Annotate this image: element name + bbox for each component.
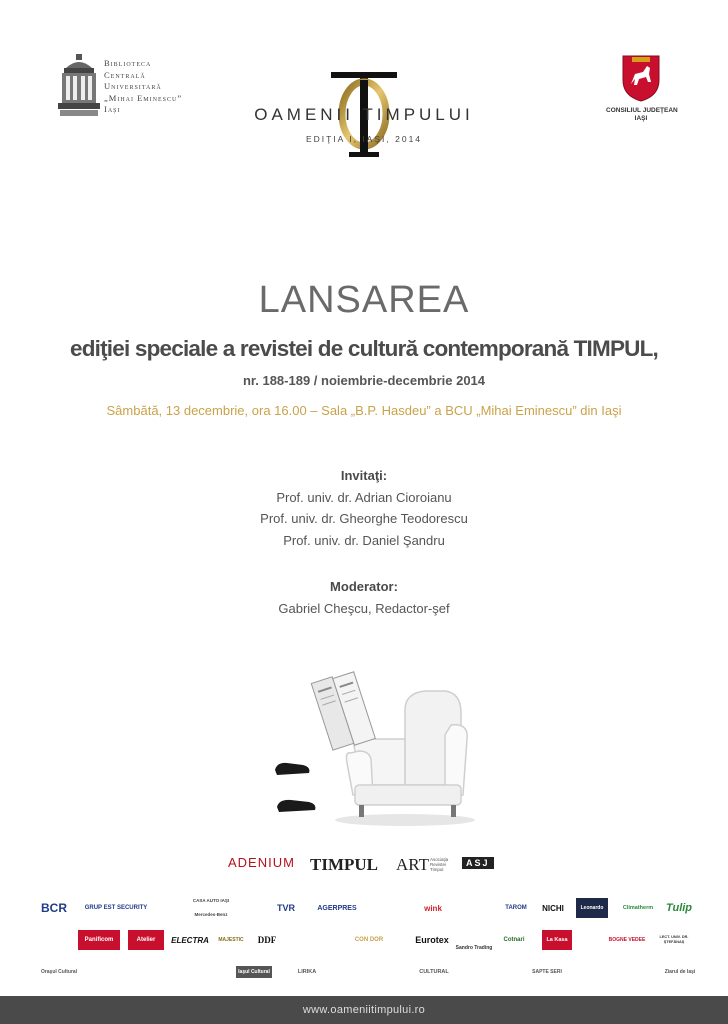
partner-logo-art-caption: Asociaţia Revistei Timpul bbox=[430, 857, 449, 872]
county-council-label: CONSILIUL JUDEŢEAN IAŞI bbox=[606, 107, 678, 122]
guests-heading: Invitaţi: bbox=[340, 468, 388, 483]
event-details: Sâmbătă, 13 decembrie, ora 16.00 – Sala „B.P. Hasdeu” a BCU „Mihai Eminescu” din Iaşi bbox=[106, 403, 622, 418]
moderator-name: Gabriel Cheşcu, Redactor-şef bbox=[278, 600, 450, 616]
partner-logo: TAROM bbox=[505, 905, 527, 911]
partner-logo: Ziarul de Iaşi bbox=[664, 969, 696, 975]
partner-logo: CASA AUTO IAŞI bbox=[192, 897, 230, 903]
headline-subtitle: ediţiei speciale a revistei de cultură contemporană TIMPUL, bbox=[70, 336, 658, 361]
moderator-section bbox=[0, 576, 728, 619]
brand-edition: EDIŢIA I, IAŞI, 2014 bbox=[305, 134, 423, 144]
partner-logo: Eurotex bbox=[415, 935, 449, 945]
guest-name: Prof. univ. dr. Gheorghe Teodorescu bbox=[260, 511, 468, 526]
guest-name: Prof. univ. dr. Adrian Cioroianu bbox=[276, 489, 452, 505]
partner-logo: Mercedes-Benz bbox=[194, 911, 228, 917]
partners-row-3 bbox=[28, 966, 700, 980]
partner-logo: Tulip bbox=[665, 902, 693, 914]
partner-logo: BCR bbox=[41, 901, 67, 915]
library-name: Biblioteca Centrală Universitară „Mihai Eminescu” Iași bbox=[104, 58, 183, 114]
brand-name: OAMENII TIMPULUI bbox=[254, 105, 474, 124]
partner-logo: CON DOR bbox=[354, 937, 384, 943]
partner-logo: CULTURAL bbox=[419, 969, 449, 975]
partner-logo-art: ART bbox=[396, 855, 429, 874]
partner-logo: ELECTRA bbox=[171, 935, 209, 945]
guests-section bbox=[0, 465, 728, 551]
guest-name: Prof. univ. dr. Daniel Şandru bbox=[283, 532, 445, 548]
partner-logo: wink bbox=[424, 903, 442, 913]
partner-logo: La Kasa bbox=[542, 930, 572, 950]
partner-logo: GRUP EST SECURITY bbox=[84, 905, 148, 911]
partner-logo: NICHI bbox=[542, 903, 564, 913]
main-partners-row bbox=[228, 855, 513, 879]
partner-logo: Sandro Trading bbox=[455, 945, 493, 951]
footer-url[interactable]: www.oameniitimpului.ro bbox=[0, 996, 728, 1024]
partners-row-1 bbox=[28, 898, 700, 922]
partner-logo: Climatherm bbox=[622, 905, 654, 911]
partner-logo: MAJESTIC bbox=[218, 937, 244, 943]
partner-logo-adenium: ADENIUM bbox=[228, 855, 295, 870]
headline-title: LANSAREA bbox=[258, 279, 470, 321]
partner-logo: DDF bbox=[257, 935, 277, 945]
moderator-heading: Moderator: bbox=[330, 579, 398, 594]
partner-logo: SAPTE SERI bbox=[532, 969, 562, 975]
partner-logo: BOGNE VEDEE bbox=[608, 937, 646, 943]
partner-logo: Atelier bbox=[128, 930, 164, 950]
partner-logo: TVR bbox=[277, 903, 295, 913]
partner-logo: Oraşul Cultural bbox=[40, 969, 78, 975]
partner-logo: AGERPRES bbox=[317, 904, 357, 912]
issue-number: nr. 188-189 / noiembrie-decembrie 2014 bbox=[242, 373, 486, 388]
partner-logo: Panificom bbox=[78, 930, 120, 950]
armchair-newspaper-shoes-illustration bbox=[255, 655, 485, 830]
partner-logo: Cotnari bbox=[503, 937, 525, 943]
partner-logo-timpul: TIMPUL bbox=[310, 855, 378, 874]
partner-logo: Iaşul Cultural bbox=[236, 966, 272, 978]
partner-logo: LECT. UNIV. DR. ŞTEFĂNAŞ bbox=[659, 935, 689, 944]
partner-logo-asj: ASJ bbox=[462, 857, 494, 869]
partner-logo: LIRIKA bbox=[297, 969, 317, 975]
partners-row-2 bbox=[28, 930, 700, 954]
partner-logo: Leonardo bbox=[576, 898, 608, 918]
